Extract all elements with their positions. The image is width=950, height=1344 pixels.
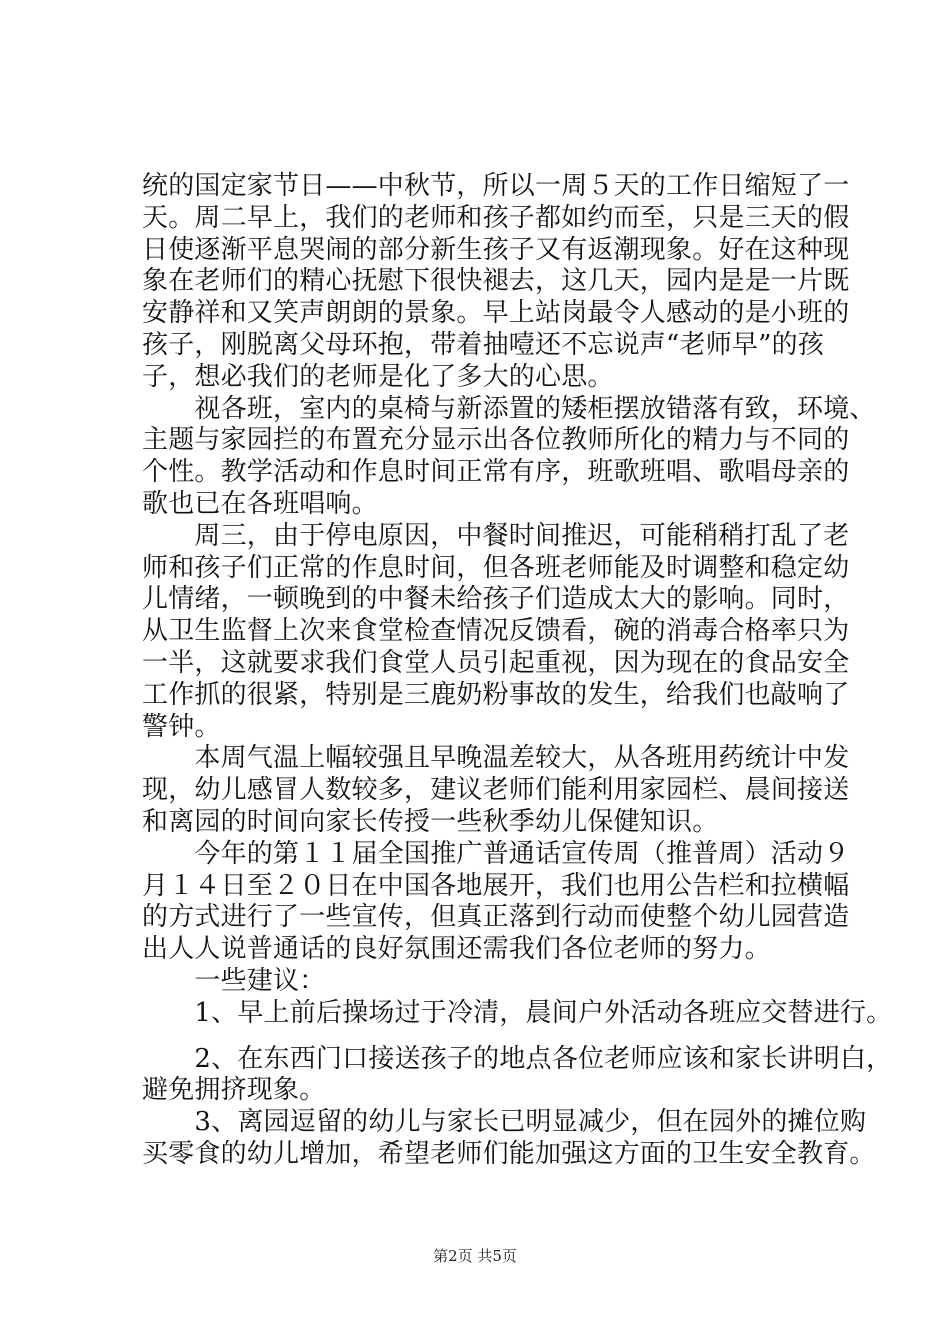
text-line: 一些建议： bbox=[142, 966, 326, 996]
text-line: 工作抓的很紧，特别是三鹿奶粉事故的发生，给我们也敲响了 bbox=[142, 680, 850, 710]
text-line: 歌也已在各班唱响。 bbox=[142, 489, 378, 519]
text-line: 出人人说普通话的良好氛围还需我们各位老师的努力。 bbox=[142, 934, 771, 964]
text-line: 2、在东西门口接送孩子的地点各位老师应该和家长讲明白， bbox=[142, 1044, 893, 1074]
text-line: 买零食的幼儿增加，希望老师们能加强这方面的卫生安全教育。 bbox=[142, 1139, 876, 1169]
text-line: 周三，由于停电原因，中餐时间推迟，可能稍稍打乱了老 bbox=[142, 521, 850, 551]
page-footer: 第2页 共5页 bbox=[433, 1247, 517, 1265]
text-line: 子，想必我们的老师是化了多大的心思。 bbox=[142, 362, 614, 392]
text-line: 象在老师们的精心抚慰下很快褪去，这几天，园内是是一片既 bbox=[142, 266, 850, 296]
text-line: 个性。教学活动和作息时间正常有序，班歌班唱、歌唱母亲的 bbox=[142, 457, 850, 487]
text-line: 警钟。 bbox=[142, 712, 221, 742]
text-line: 师和孩子们正常的作息时间，但各班老师能及时调整和稳定幼 bbox=[142, 553, 850, 583]
text-line: 从卫生监督上次来食堂检查情况反馈看，碗的消毒合格率只为 bbox=[142, 616, 850, 646]
text-line: 日使逐渐平息哭闹的部分新生孩子又有返潮现象。好在这种现 bbox=[142, 235, 850, 265]
text-line: 视各班，室内的桌椅与新添置的矮柜摆放错落有致，环境、 bbox=[142, 394, 876, 424]
text-line: 天。周二早上，我们的老师和孩子都如约而至，只是三天的假 bbox=[142, 203, 850, 233]
text-line: 一半，这就要求我们食堂人员引起重视，因为现在的食品安全 bbox=[142, 648, 850, 678]
text-line: 本周气温上幅较强且早晚温差较大，从各班用药统计中发 bbox=[142, 743, 850, 773]
text-line: 现，幼儿感冒人数较多，建议老师们能利用家园栏、晨间接送 bbox=[142, 775, 850, 805]
text-line: 月１４日至２０日在中国各地展开，我们也用公告栏和拉横幅 bbox=[142, 871, 850, 901]
text-line: 的方式进行了一些宣传，但真正落到行动而使整个幼儿园营造 bbox=[142, 902, 850, 932]
text-line: 统的国定家节日——中秋节，所以一周５天的工作日缩短了一 bbox=[142, 171, 850, 201]
text-line: 儿情绪，一顿晚到的中餐未给孩子们造成太大的影响。同时， bbox=[142, 584, 850, 614]
text-line: 主题与家园拦的布置充分显示出各位教师所化的精力与不同的 bbox=[142, 425, 850, 455]
text-line: 今年的第１１届全国推广普通话宣传周（推普周）活动９ bbox=[142, 839, 850, 869]
text-line: 孩子，刚脱离父母环抱，带着抽噎还不忘说声“老师早”的孩 bbox=[142, 330, 824, 360]
text-line: 3、离园逗留的幼儿与家长已明显减少，但在园外的摊位购 bbox=[142, 1107, 867, 1137]
text-line: 1、早上前后操场过于冷清，晨间户外活动各班应交替进行。 bbox=[142, 998, 893, 1028]
text-line: 和离园的时间向家长传授一些秋季幼儿保健知识。 bbox=[142, 807, 719, 837]
text-line: 安静祥和又笑声朗朗的景象。早上站岗最令人感动的是小班的 bbox=[142, 298, 850, 328]
text-line: 避免拥挤现象。 bbox=[142, 1075, 326, 1105]
